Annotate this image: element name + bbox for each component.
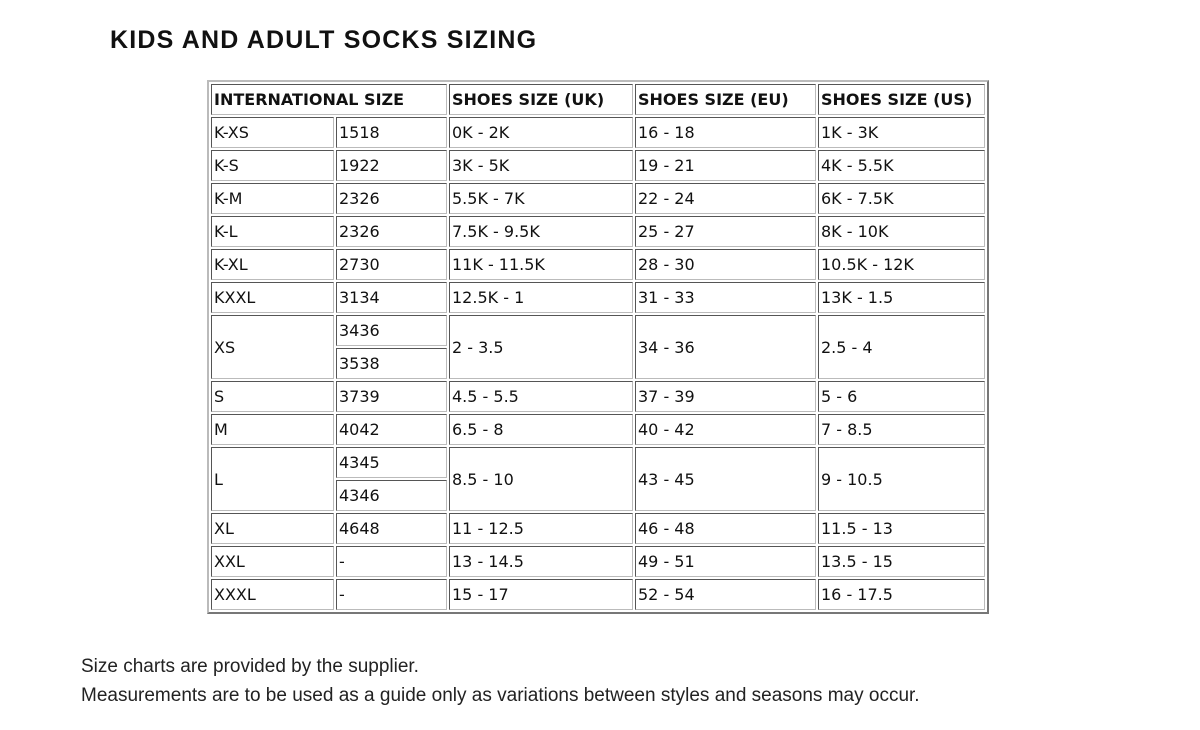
code-cell: 3739 (336, 381, 447, 412)
table-body (211, 117, 985, 610)
size-cell: K-L (211, 216, 334, 247)
eu-cell: 37 - 39 (635, 381, 816, 412)
page-title: KIDS AND ADULT SOCKS SIZING (110, 26, 538, 54)
table-row (211, 117, 985, 148)
us-cell: 10.5K - 12K (818, 249, 985, 280)
us-cell: 11.5 - 13 (818, 513, 985, 544)
uk-cell: 11 - 12.5 (449, 513, 633, 544)
us-cell: 13.5 - 15 (818, 546, 985, 577)
table-row (211, 183, 985, 214)
eu-cell: 43 - 45 (635, 447, 816, 511)
table-row (211, 414, 985, 445)
code-cell: 3538 (336, 348, 447, 379)
uk-cell: 15 - 17 (449, 579, 633, 610)
code-cell: 3134 (336, 282, 447, 313)
us-cell: 2.5 - 4 (818, 315, 985, 379)
uk-cell: 7.5K - 9.5K (449, 216, 633, 247)
us-cell: 4K - 5.5K (818, 150, 985, 181)
eu-cell: 28 - 30 (635, 249, 816, 280)
uk-cell: 2 - 3.5 (449, 315, 633, 379)
table-row (211, 381, 985, 412)
eu-cell: 49 - 51 (635, 546, 816, 577)
uk-cell: 5.5K - 7K (449, 183, 633, 214)
eu-cell: 52 - 54 (635, 579, 816, 610)
uk-cell: 13 - 14.5 (449, 546, 633, 577)
uk-cell: 8.5 - 10 (449, 447, 633, 511)
table-row (211, 282, 985, 313)
code-cell: 4346 (336, 480, 447, 511)
code-cell: 1518 (336, 117, 447, 148)
uk-cell: 11K - 11.5K (449, 249, 633, 280)
us-cell: 8K - 10K (818, 216, 985, 247)
size-cell: XL (211, 513, 334, 544)
header-eu: SHOES SIZE (EU) (635, 84, 816, 115)
table-row (211, 513, 985, 544)
eu-cell: 19 - 21 (635, 150, 816, 181)
code-cell: 2326 (336, 183, 447, 214)
size-cell: K-S (211, 150, 334, 181)
table-row (211, 216, 985, 247)
us-cell: 6K - 7.5K (818, 183, 985, 214)
size-cell: M (211, 414, 334, 445)
size-cell: XXXL (211, 579, 334, 610)
size-cell: K-XS (211, 117, 334, 148)
size-cell: XS (211, 315, 334, 379)
table-row (211, 249, 985, 280)
eu-cell: 25 - 27 (635, 216, 816, 247)
uk-cell: 3K - 5K (449, 150, 633, 181)
size-chart-table (207, 80, 989, 614)
code-cell: 4648 (336, 513, 447, 544)
note-guide: Measurements are to be used as a guide only as variations between styles and seasons may occur. (81, 685, 920, 706)
code-cell: 3436 (336, 315, 447, 346)
header-international-size: INTERNATIONAL SIZE (211, 84, 447, 115)
header-us: SHOES SIZE (US) (818, 84, 985, 115)
us-cell: 13K - 1.5 (818, 282, 985, 313)
code-cell: 2326 (336, 216, 447, 247)
uk-cell: 6.5 - 8 (449, 414, 633, 445)
uk-cell: 4.5 - 5.5 (449, 381, 633, 412)
eu-cell: 16 - 18 (635, 117, 816, 148)
code-cell: 4042 (336, 414, 447, 445)
uk-cell: 12.5K - 1 (449, 282, 633, 313)
eu-cell: 40 - 42 (635, 414, 816, 445)
table-row (211, 447, 985, 478)
size-cell: S (211, 381, 334, 412)
table-header-row (211, 84, 985, 115)
table-row (211, 150, 985, 181)
eu-cell: 34 - 36 (635, 315, 816, 379)
us-cell: 7 - 8.5 (818, 414, 985, 445)
us-cell: 1K - 3K (818, 117, 985, 148)
us-cell: 5 - 6 (818, 381, 985, 412)
eu-cell: 22 - 24 (635, 183, 816, 214)
note-supplier: Size charts are provided by the supplier. (81, 656, 419, 677)
code-cell: 1922 (336, 150, 447, 181)
table-row (211, 579, 985, 610)
uk-cell: 0K - 2K (449, 117, 633, 148)
table-row (211, 315, 985, 346)
size-cell: K-M (211, 183, 334, 214)
size-cell: XXL (211, 546, 334, 577)
eu-cell: 46 - 48 (635, 513, 816, 544)
table-row (211, 546, 985, 577)
code-cell: - (336, 579, 447, 610)
size-cell: L (211, 447, 334, 511)
us-cell: 9 - 10.5 (818, 447, 985, 511)
code-cell: 4345 (336, 447, 447, 478)
eu-cell: 31 - 33 (635, 282, 816, 313)
header-uk: SHOES SIZE (UK) (449, 84, 633, 115)
code-cell: 2730 (336, 249, 447, 280)
us-cell: 16 - 17.5 (818, 579, 985, 610)
code-cell: - (336, 546, 447, 577)
size-cell: KXXL (211, 282, 334, 313)
size-cell: K-XL (211, 249, 334, 280)
